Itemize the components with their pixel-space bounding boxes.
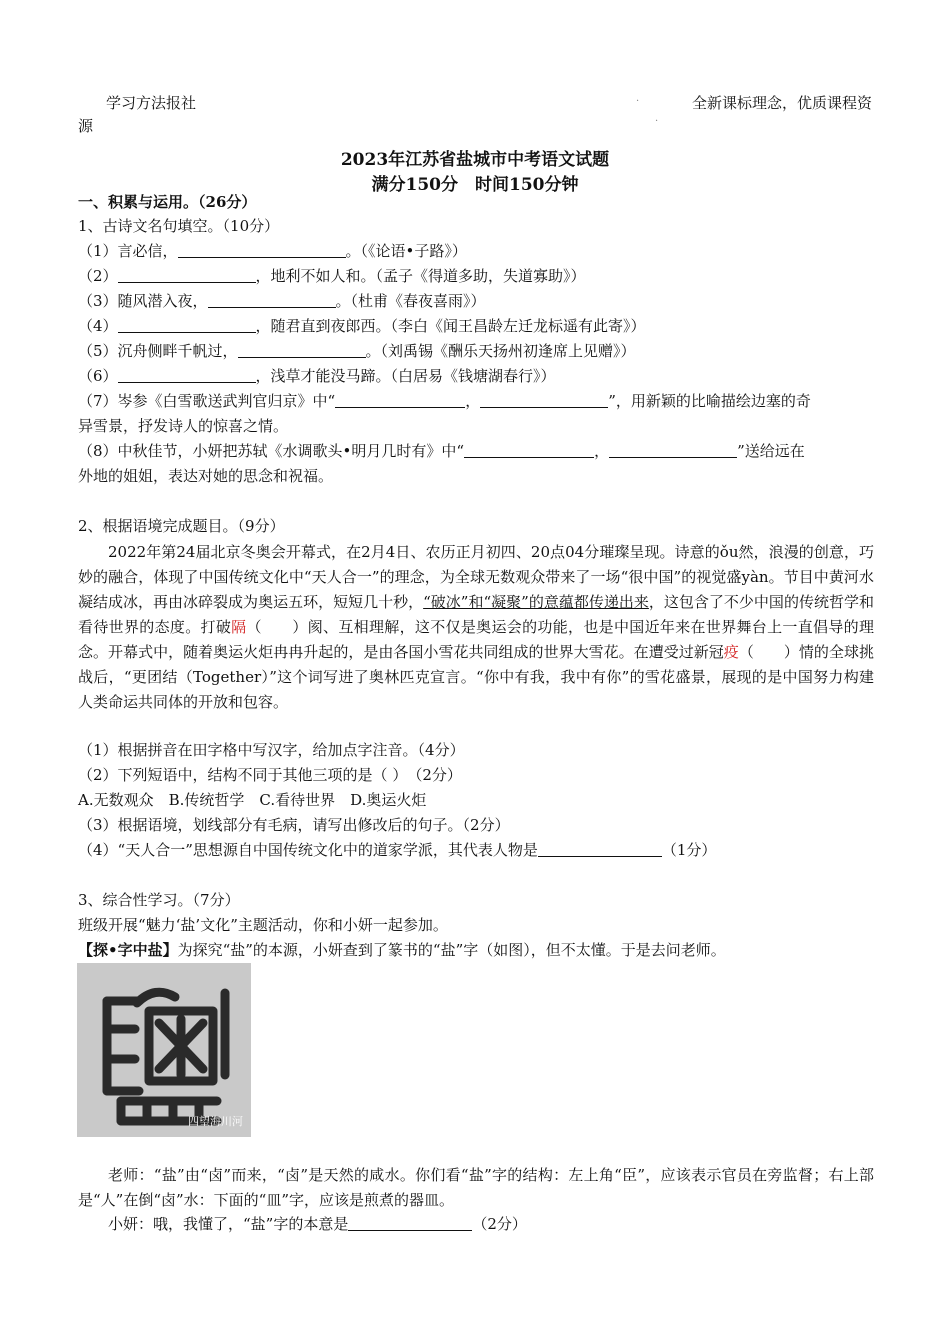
question-1-item-5: （5）沉舟侧畔千帆过， 。（刘禹锡《酬乐天扬州初逢席上见赠》） (78, 342, 636, 360)
answer-blank[interactable] (335, 392, 465, 408)
question-2-passage: 2022年第24届北京冬奥会开幕式，在2月4日、农历正月初四、20点04分璀璨呈现。诗意的ǒu然，浪漫的创意，巧妙的融合，体现了中国传统文化中“天人合一”的理念，为全球无数观众带来了一场“很中国”的视觉盛yàn。节目中黄河水凝结成冰，再由冰碎裂成为奥运五环，短短几十秒，“破冰”和“凝聚”的意蕴都传递出来，这包含了不少中国的传统哲学和看待世界的态度。打破隔（ ）阂、互相理解，这不仅是奥运会的功能，也是中国近年来在世界舞台上一直倡导的理念。开幕式中，随着奥运火炬冉冉升起的，是由各国小雪花共同组成的世界大雪花。在遭受过新冠疫（ ）情的全球挑战后，“更团结（Together）”这个词写进了奥林匹克宣言。“你中有我，我中有你”的雪花盛景，展现的是中国努力构建人类命运共同体的开放和包容。 (78, 543, 874, 711)
question-2-stem: 2、根据语境完成题目。（9分） (78, 517, 285, 535)
answer-blank[interactable] (178, 242, 346, 258)
question-1-item-8: （8）中秋佳节，小妍把苏轼《水调歌头•明月几时有》中“ ， ”送给远在 (78, 442, 805, 460)
seal-script-image (77, 963, 251, 1137)
seal-character-drawing (77, 963, 251, 1137)
question-1-item-3: （3）随风潜入夜， 。（杜甫《春夜喜雨》） (78, 292, 486, 310)
header-dot: · (655, 116, 659, 127)
question-2-options: A.无数观众 B.传统哲学 C.看待世界 D.奥运火炬 (78, 791, 427, 809)
answer-blank[interactable] (118, 267, 256, 283)
question-3-stem: 3、综合性学习。（7分） (78, 891, 240, 909)
question-2-sub-3: （3）根据语境，划线部分有毛病，请写出修改后的句子。（2分） (78, 816, 510, 834)
question-1-item-6: （6） ，浅草才能没马蹄。（白居易《钱塘湖春行》） (78, 367, 556, 385)
dotted-char: 隔 (231, 618, 247, 636)
question-3-intro: 班级开展“魅力‘盐’文化”主题活动，你和小妍一起参加。 (78, 916, 448, 934)
question-1-item-2: （2） ，地利不如人和。（孟子《得道多助，失道寡助》） (78, 267, 586, 285)
header-slogan-continued: 源 (78, 117, 94, 135)
dotted-char: 疫 (723, 643, 739, 661)
question-1-stem: 1、古诗文名句填空。（10分） (78, 217, 280, 235)
question-3-explore: 【探•字中盐】为探究“盐”的本源，小妍查到了篆书的“盐”字（如图），但不太懂。于是去问老师。 (78, 941, 726, 959)
section-heading: 一、积累与运用。（26分） (78, 193, 257, 211)
answer-blank[interactable] (118, 367, 256, 383)
question-1-item-4: （4） ，随君直到夜郎西。（李白《闻王昌龄左迁龙标遥有此寄》） (78, 317, 646, 335)
student-dialogue: 小妍：哦，我懂了，“盐”字的本意是 （2分） (108, 1215, 527, 1233)
header-dot: · (636, 96, 640, 107)
underlined-sentence: “破冰”和“凝聚”的意蕴都传递出来 (423, 593, 649, 611)
page-subtitle: 满分150分 时间150分钟 (371, 175, 579, 195)
answer-blank[interactable] (348, 1215, 472, 1231)
explore-tag: 【探•字中盐】 (78, 941, 178, 959)
answer-blank[interactable] (480, 392, 608, 408)
image-caption-watermark: 四望海川河 (188, 1115, 243, 1128)
question-1-item-1: （1）言必信， 。（《论语•子路》） (78, 242, 467, 260)
question-1-item-8-cont: 外地的姐姐，表达对她的思念和祝福。 (78, 467, 334, 485)
header-publisher: 学习方法报社 (106, 94, 197, 112)
question-2-sub-4: （4）“天人合一”思想源自中国传统文化中的道家学派，其代表人物是 （1分） (78, 841, 717, 859)
question-2-sub-2: （2）下列短语中，结构不同于其他三项的是（ ） （2分） (78, 766, 462, 784)
page-title: 2023年江苏省盐城市中考语文试题 (340, 150, 610, 170)
answer-blank[interactable] (609, 442, 737, 458)
header-slogan: 全新课标理念，优质课程资 (691, 94, 872, 112)
answer-blank[interactable] (208, 292, 336, 308)
answer-blank[interactable] (464, 442, 594, 458)
teacher-dialogue: 老师：“盐”由“卤”而来，“卤”是天然的咸水。你们看“盐”字的结构：左上角“臣”，应该表示官员在旁监督；右上部是“人”在倒“卤”水：下面的“皿”字，应该是煎煮的器皿。 (78, 1166, 874, 1209)
answer-blank[interactable] (238, 342, 366, 358)
question-1-item-7-cont: 异雪景，抒发诗人的惊喜之情。 (78, 417, 289, 435)
question-1-item-7: （7）岑参《白雪歌送武判官归京》中“ ， ”，用新颖的比喻描绘边塞的奇 (78, 392, 811, 410)
answer-blank[interactable] (538, 841, 662, 857)
answer-blank[interactable] (118, 317, 256, 333)
question-2-sub-1: （1）根据拼音在田字格中写汉字，给加点字注音。（4分） (78, 741, 465, 759)
